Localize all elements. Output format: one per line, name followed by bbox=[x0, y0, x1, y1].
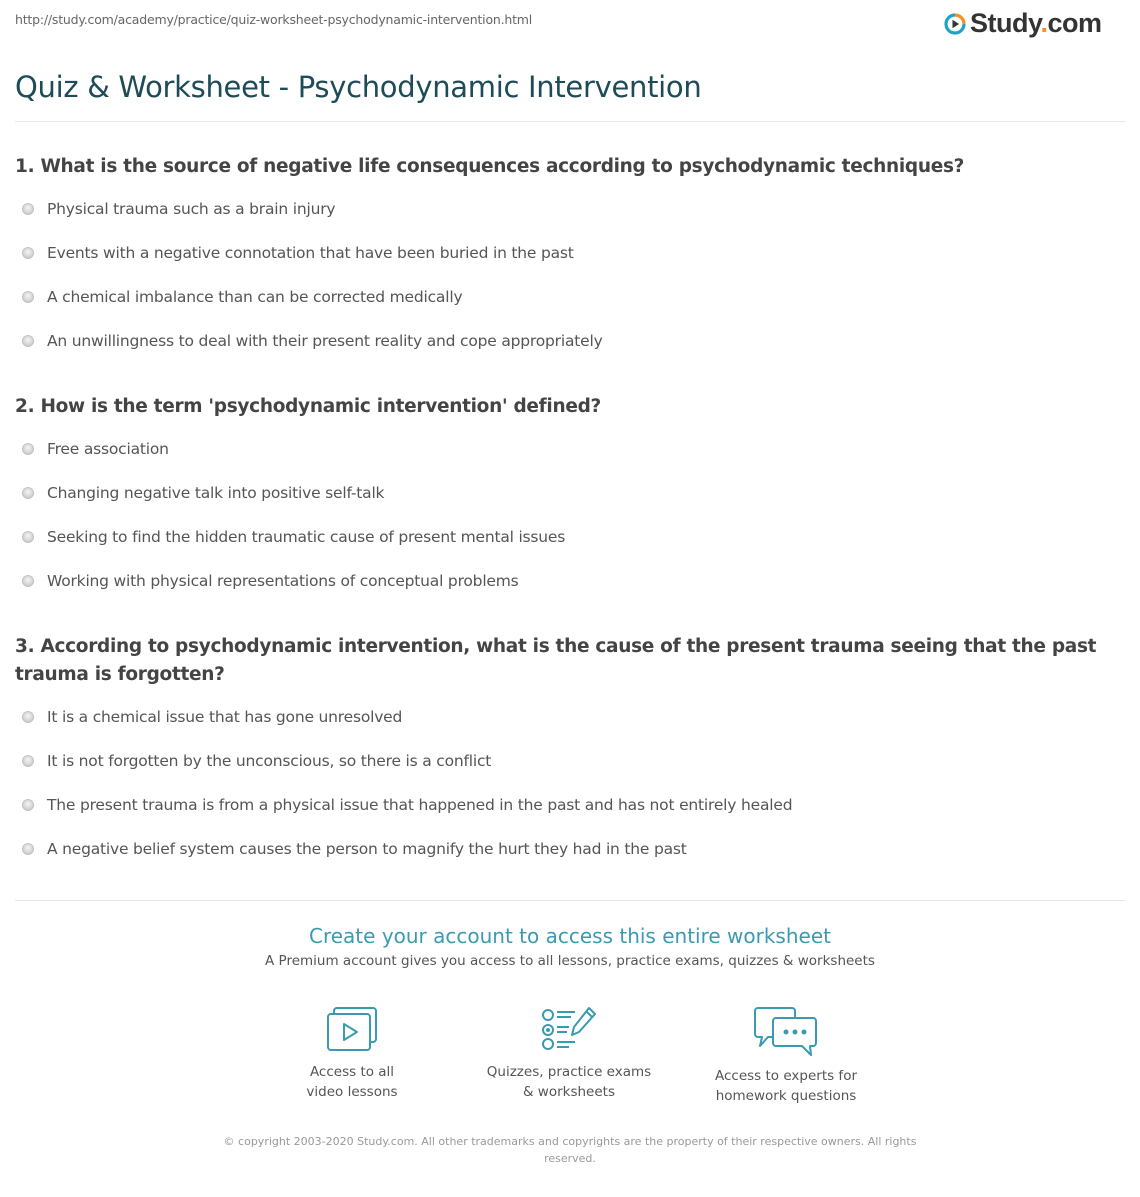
radio-button[interactable] bbox=[22, 443, 34, 455]
feature-video-lessons bbox=[262, 1006, 442, 1102]
q3-option-2[interactable]: It is not forgotten by the unconscious, so there is a conflict bbox=[22, 752, 491, 770]
q2-option-1[interactable]: Free association bbox=[22, 440, 169, 458]
cta-subtitle: A Premium account gives you access to all lessons, practice exams, quizzes & worksheets bbox=[265, 953, 875, 969]
question-3: 3. According to psychodynamic intervention, what is the cause of the present trauma seeing that the past trauma is forgotten? bbox=[15, 636, 1097, 685]
q2-option-2[interactable]: Changing negative talk into positive self-talk bbox=[22, 484, 384, 502]
quiz-checklist-icon bbox=[541, 1006, 597, 1052]
radio-button[interactable] bbox=[22, 799, 34, 811]
q1-option-4[interactable]: An unwillingness to deal with their present reality and cope appropriately bbox=[22, 332, 603, 350]
video-lessons-icon bbox=[326, 1006, 378, 1052]
feature-label: Quizzes, practice exams & worksheets bbox=[486, 1064, 652, 1100]
radio-button[interactable] bbox=[22, 487, 34, 499]
radio-button[interactable] bbox=[22, 755, 34, 767]
radio-button[interactable] bbox=[22, 575, 34, 587]
copyright-footer: © copyright 2003-2020 Study.com. All other trademarks and copyrights are the property of their respective owners. All rights reserved. bbox=[223, 1135, 917, 1165]
q3-option-4[interactable]: A negative belief system causes the person to magnify the hurt they had in the past bbox=[22, 840, 687, 858]
q3-option-1[interactable]: It is a chemical issue that has gone unresolved bbox=[22, 708, 402, 726]
q1-option-2[interactable]: Events with a negative connotation that have been buried in the past bbox=[22, 244, 574, 262]
page-url: http://study.com/academy/practice/quiz-worksheet-psychodynamic-intervention.html bbox=[15, 12, 533, 27]
radio-button[interactable] bbox=[22, 335, 34, 347]
q1-option-1[interactable]: Physical trauma such as a brain injury bbox=[22, 200, 335, 218]
q3-option-3[interactable]: The present trauma is from a physical issue that happened in the past and has not entirely healed bbox=[22, 796, 792, 814]
feature-label: Access to all video lessons bbox=[306, 1064, 398, 1100]
q2-option-4[interactable]: Working with physical representations of conceptual problems bbox=[22, 572, 519, 590]
radio-button[interactable] bbox=[22, 711, 34, 723]
play-circle-icon bbox=[944, 13, 966, 35]
chat-bubbles-icon bbox=[754, 1006, 818, 1056]
cta-divider bbox=[15, 900, 1125, 901]
study-logo[interactable] bbox=[944, 8, 1102, 39]
feature-label: Access to experts for homework questions bbox=[714, 1068, 857, 1104]
page-title: Quiz & Worksheet - Psychodynamic Intervention bbox=[15, 70, 702, 104]
logo-text: Study.com bbox=[970, 8, 1102, 38]
cta-title[interactable]: Create your account to access this entire worksheet bbox=[309, 924, 831, 948]
radio-button[interactable] bbox=[22, 203, 34, 215]
radio-button[interactable] bbox=[22, 843, 34, 855]
feature-quizzes bbox=[479, 1006, 659, 1102]
q1-option-3[interactable]: A chemical imbalance than can be corrected medically bbox=[22, 288, 462, 306]
question-2: 2. How is the term 'psychodynamic intervention' defined? bbox=[15, 396, 601, 417]
title-divider bbox=[15, 121, 1125, 122]
feature-experts bbox=[696, 1006, 876, 1106]
question-1: 1. What is the source of negative life consequences according to psychodynamic techniques? bbox=[15, 156, 965, 177]
radio-button[interactable] bbox=[22, 531, 34, 543]
q2-option-3[interactable]: Seeking to find the hidden traumatic cause of present mental issues bbox=[22, 528, 565, 546]
radio-button[interactable] bbox=[22, 247, 34, 259]
radio-button[interactable] bbox=[22, 291, 34, 303]
